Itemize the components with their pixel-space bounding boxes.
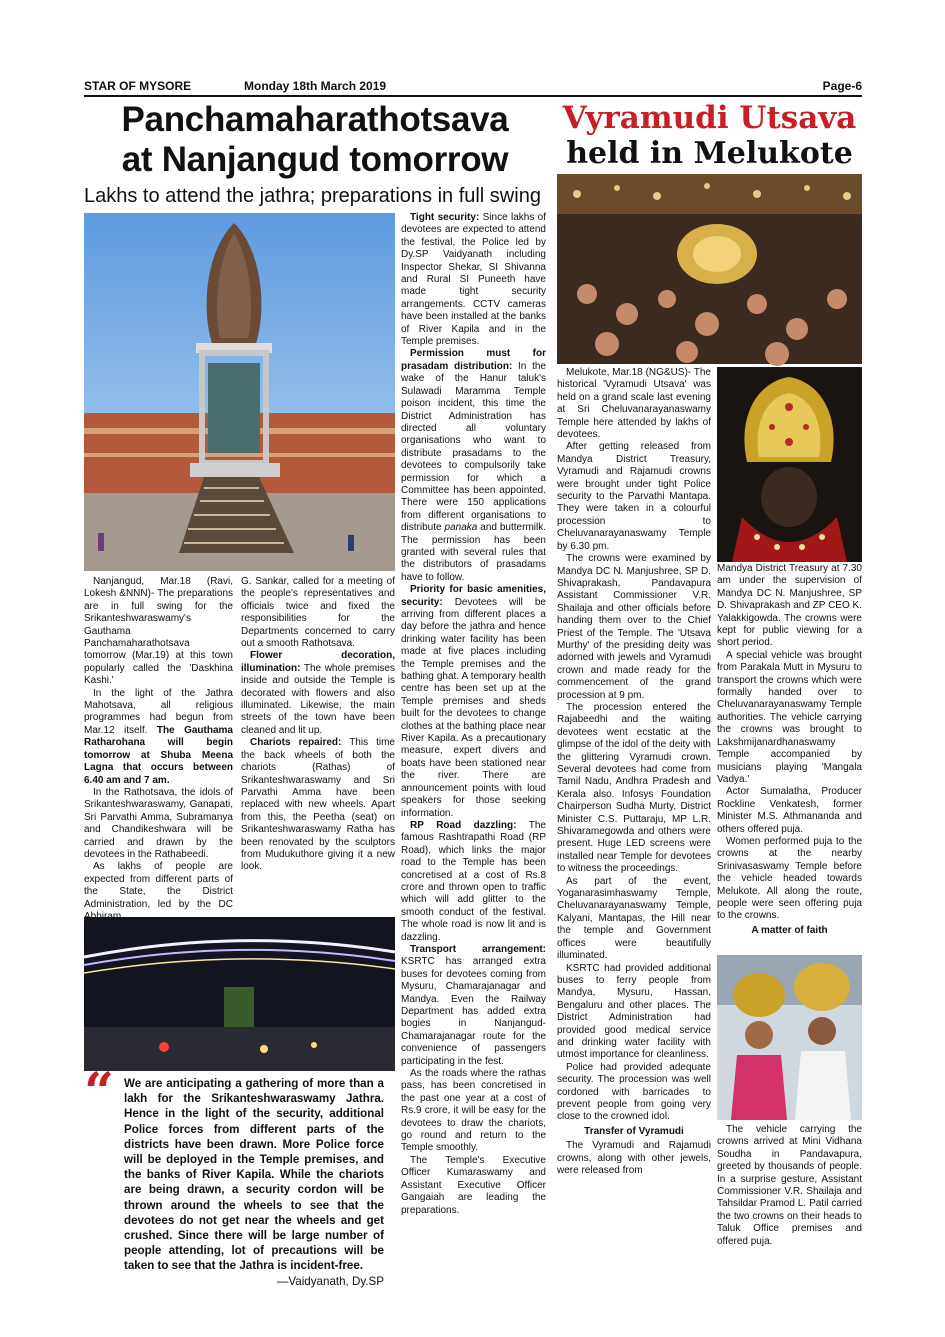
page-number: Page-6 [822, 79, 862, 93]
story1-column-2: G. Sankar, called for a meeting of the people's representatives and officials twice and fixed the responsibilities for the Departments concerned to carry out a smooth Rathotsava. Flower decoration, illumination: The whole premises inside and outside the Temple is decorated with flowers and also illuminated. Likewise, the main streets of the town have been cleaned and lit up. Chariots repaired: This time the back wheels of both the chariots (Rathas) of Srikanteshwaraswamy and Sri Parvathi Amma have been replaced with new wheels. Apart from this, the Peetha (seat) on Srikanteshwaraswamy Ratha has been renovated by the sculptors from Mudukuthore giving it a new look. [241, 576, 395, 873]
pull-quote [84, 1076, 384, 1289]
masthead-rule [84, 95, 862, 97]
issue-date: Monday 18th March 2019 [244, 79, 387, 93]
melukote-crowd-photo [557, 174, 862, 364]
crowns-carried-photo [717, 955, 862, 1120]
story2-headline-line2: held in Melukote [566, 136, 853, 171]
story2-column-2: Mandya District Treasury at 7.30 am under the supervision of Mandya DC N. Manjushree, SP D. Shivaprakash and ZP CEO K. Yalakkigowda. The crowns were kept for public viewing for a short period. A special vehicle was brought from Parakala Mutt in Mysuru to transport the crowns which were formally handed over to Cheluvanarayanaswamy Temple authorities. The vehicle carrying the crowns was brought to Lakshmijanardhanaswamy Temple accompanied by musicians playing 'Mangala Vadya.' Actor Sumalatha, Producer Rockline Venkatesh, former Minister M.S. Athmananda and others offered puja. Women performed puja to the crowns at the nearby Srinivasaswamy Temple before the vehicle headed towards Melukote. All along the route, people were seen offering puja to the crowns. A matter of faith [717, 563, 862, 936]
story2-column-3: The vehicle carrying the crowns arrived at Mini Vidhana Soudha in Pandavapura, greeted by thousands of people. In a surprise gesture, Assistant Commissioner V.R. Shailaja and Tahsildar Pramod L. Patil carried the two crowns on their heads to Taluk Office premises and offered puja. [717, 1124, 862, 1247]
story1-column-3: Tight security: Since lakhs of devotees are expected to attend the festival, the Police led by Dy.SP Vaidyanath including Inspector Shekar, SI Shivanna and Rural SI Puneeth have made tight security arrangements. CCTV cameras have been installed at the banks of River Kapila and in the Temple premises. Permission must for prasadam distribution: In the wake of the Hanur taluk's Sulawadi Maramma Temple poison incident, this time the District Administration has directed all voluntary organisations who want to distribute prasadams to the devotees to compulsorily take permission for which a Committee has been appointed. There were 150 applications from different organisations to distribute panaka and buttermilk. The permission has been granted with several rules that the distributors of prasadams have to follow. Priority for basic amenities, security: Devotees will be arriving from different places a day before the jathra and hence drinking water facility has been made at five places including the Temple premises and the bathing ghat. A temporary health centre has been set up at the Temple premises and sheds built for the devotees to change clothes at the bathing place near River Kapila. As a precautionary measure, expert divers and boats have been stationed near the river. There are announcement points with loud speakers for those seeking information. RP Road dazzling: The famous Rashtrapathi Road (RP Road), which links the major road to the Temple has been concretised at a cost of Rs.8 crore and thrown open to traffic which will add glitter to the smooth conduct of the festival. The whole road is now lit and is dazzling. Transport arrangement: KSRTC has arranged extra buses for devotees coming from Mysuru, Chamarajanagar and Mandya. Even the Railway Department has added extra bogies in Nanjangud-Chamarajanagar route for the convenience of passengers participating in the fest. As the roads where the rathas pass, has been concretised in the past one year at a cost of Rs.9 crore, it will be easy for the devotees to draw the chariots, go round and return to the Temple smoothly. The Temple's Executive Officer Kumaraswamy and Assistant Executive Officer Gangaiah are leading the preparations. [401, 212, 546, 1216]
story1-subhead: Lakhs to attend the jathra; preparations in full swing [84, 185, 541, 207]
masthead [84, 79, 862, 93]
newspaper-name: STAR OF MYSORE [84, 79, 192, 93]
chariot-photo [84, 213, 395, 571]
pull-quote-text: We are anticipating a gathering of more than a lakh for the Srikanteshwaraswamy Jathra. Hence in the light of the security, additional Police forces from different parts of the districts have been drawn. More Police force will be deployed in the Temple premises, and the banks of River Kapila. While the chariots are being drawn, a security cordon will be thrown around the wheels to see that the devotees do not get near the wheels and get crushed. Since there will be large number of people attending, lot of precautions will be taken to see that the Jathra is incident-free. [124, 1077, 384, 1273]
story1-headline-line1: Panchamaharathotsava [121, 100, 509, 139]
pull-quote-byline: —Vaidyanath, Dy.SP [276, 1274, 384, 1288]
story1-column-1: Nanjangud, Mar.18 (Ravi, Lokesh &NNN)- The preparations are in full swing for the Srikanteshwaraswamy's Gauthama Panchamaharathotsava tomorrow (Mar.19) at this town popularly called the 'Daskhina Kashi.' In the light of the Jathra Mahotsava, all religious programmes had begun from Mar.12 itself. The Gauthama Ratharohana will begin tomorrow at Shuba Meena Lagna that occurs between 6.40 am and 7 am. In the Rathotsava, the idols of Srikanteshwaraswamy, Ganapati, Sri Parvathi Amma, Subramanya and Chandikeshwara will be carried and drawn by the devotees in the Rathabeedi. As lakhs of people are expected from different parts of the State, the District Administration, led by the DC Abhiram [84, 576, 233, 922]
story2-headline-line1: Vyramudi Utsava [562, 100, 857, 136]
quote-mark-icon: “ [84, 1062, 114, 1123]
illuminated-road-photo [84, 917, 395, 1071]
story2-column-1: Melukote, Mar.18 (NG&US)- The historical 'Vyramudi Utsava' was held on a grand scale last evening at Sri Cheluvanarayanaswamy Temple here attended by lakhs of devotees. After getting released from Mandya District Treasury, Vyramudi and Rajamudi crowns were brought under tight Police security to the Parvathi Mantapa. They were taken in a colourful procession to Cheluvanarayanaswamy Temple by 6.30 pm. The crowns were examined by Mandya DC N. Manjushree, SP D. Shivaprakash, Pandavapura Assistant Commissioner V.R. Shailaja and other officials before handing them over to the Chief Priest of the Temple. The 'Utsava Murthy' of the presiding deity was adorned with jewels and Vyramudi crown and made ready for the commencement of the grand procession at 9 pm. The procession entered the Rajabeedhi and the waiting devotees went ecstatic at the glimpse of the idol of the deity with the glittering Vyramudi crown. Several devotees had come from Tamil Nadu, Andhra Pradesh and Kerala also. Infosys Foundation Chairperson Sudha Murty, District Minister C.S. Puttaraju, MP L.R. Shivaramegowda and others were present. Huge LED screens were installed near Temple for devotees to witness the proceedings. As part of the event, Yoganarasimhaswamy Temple, Cheluvanarayanaswamy Temple, Kalyani, Mantapas, the Hill near the temple and Government offices were beautifully illuminated. KSRTC had provided additional buses to ferry people from Mandya, Mysuru, Hassan, Bengaluru and other places. The District Administration had provided good medical service and drinking water facility with utmost importance for cleanliness. Police had provided adequate security. The procession was well cordoned with barricades to prevent people from going very close to the crowned idol. Transfer of Vyramudi The Vyramudi and Rajamudi crowns, along with other jewels, were released from [557, 367, 711, 1176]
story1-headline [84, 100, 546, 180]
deity-crown-photo [717, 367, 862, 562]
story1-headline-line2: at Nanjangud tomorrow [121, 140, 509, 179]
